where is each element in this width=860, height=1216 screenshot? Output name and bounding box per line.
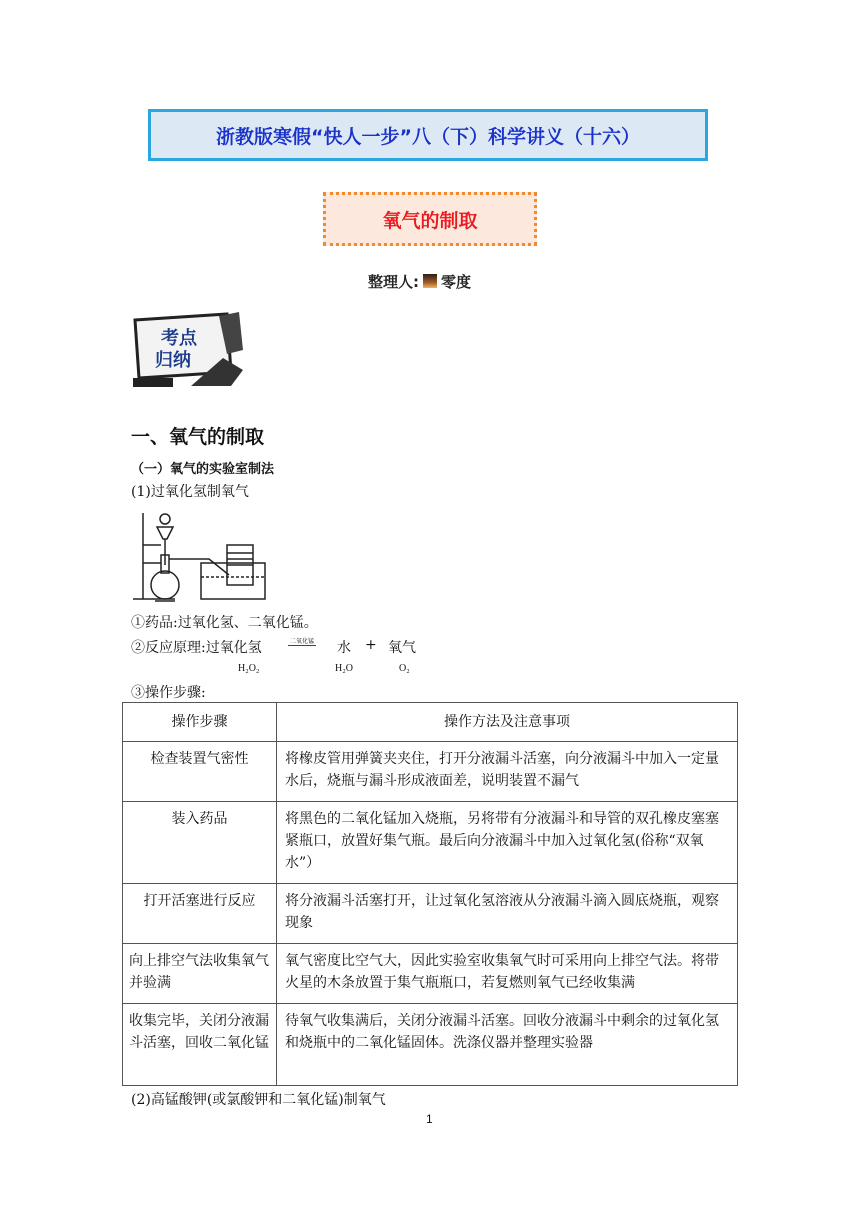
catalyst-condition: 二氧化锰 xyxy=(290,638,315,645)
table-row xyxy=(123,742,738,802)
table-header-method: 操作方法及注意事项 xyxy=(277,703,738,742)
badge-line1: 考点 xyxy=(161,328,197,349)
formula-h2o: H₂O xyxy=(335,663,353,674)
product-oxygen: 氧气 xyxy=(388,640,416,656)
item-1-label: (1)过氧化氢制氧气 xyxy=(131,484,249,500)
steps-label: ③操作步骤: xyxy=(131,685,206,701)
table-header-row xyxy=(123,703,738,742)
step-cell: 检查装置气密性 xyxy=(123,742,277,802)
method-cell: 将橡皮管用弹簧夹夹住，打开分液漏斗活塞，向分液漏斗中加入一定量水后，烧瓶与漏斗形成液面差，说明装置不漏气 xyxy=(277,742,738,802)
method-cell: 将黑色的二氧化锰加入烧瓶，另将带有分液漏斗和导管的双孔橡皮塞塞紧瓶口，放置好集气瓶。最后向分液漏斗中加入过氧化氢(俗称“双氧水”） xyxy=(277,802,738,884)
table-row xyxy=(123,1004,738,1086)
section-subheading: （一）氧气的实验室制法 xyxy=(131,462,275,477)
principle-label: ②反应原理:过氧化氢 xyxy=(131,640,262,656)
table-row xyxy=(123,884,738,944)
table-row xyxy=(123,944,738,1004)
item-2-label: (2)高锰酸钾(或氯酸钾和二氧化锰)制氧气 xyxy=(131,1092,386,1108)
method-cell: 将分液漏斗活塞打开，让过氧化氢溶液从分液漏斗滴入圆底烧瓶，观察现象 xyxy=(277,884,738,944)
key-points-badge xyxy=(131,310,247,390)
method-cell: 氧气密度比空气大，因此实验室收集氧气时可采用向上排空气法。将带火星的木条放置于集气瓶瓶口，若复燃则氧气已经收集满 xyxy=(277,944,738,1004)
page-number: 1 xyxy=(426,1112,433,1126)
step-cell: 收集完毕，关闭分液漏斗活塞，回收二氧化锰 xyxy=(123,1004,277,1086)
badge-line2: 归纳 xyxy=(155,350,191,371)
compiler-line xyxy=(368,270,471,292)
document-title: 浙教版寒假“快人一步”八（下）科学讲义（十六） xyxy=(148,109,708,161)
plus-sign: + xyxy=(365,637,377,653)
hydrogen-peroxide-apparatus-diagram xyxy=(131,505,267,605)
compiler-label: 整理人: xyxy=(368,272,419,291)
section-heading: 一、氧气的制取 xyxy=(131,426,265,448)
table-row xyxy=(123,802,738,884)
method-cell: 待氧气收集满后，关闭分液漏斗活塞。回收分液漏斗中剩余的过氧化氢和烧瓶中的二氧化锰固体。洗涤仪器并整理实验器 xyxy=(277,1004,738,1086)
formula-o2: O₂ xyxy=(399,663,410,674)
reagents-line: ①药品:过氧化氢、二氧化锰。 xyxy=(131,615,318,631)
formula-h2o2: H₂O₂ xyxy=(238,663,260,674)
table-header-step: 操作步骤 xyxy=(123,703,277,742)
topic-title: 氧气的制取 xyxy=(323,192,537,246)
product-water: 水 xyxy=(337,640,351,656)
step-cell: 装入药品 xyxy=(123,802,277,884)
compiler-avatar-icon xyxy=(423,274,437,288)
step-cell: 向上排空气法收集氧气并验满 xyxy=(123,944,277,1004)
procedure-table xyxy=(122,702,738,1086)
compiler-name: 零度 xyxy=(441,272,472,291)
step-cell: 打开活塞进行反应 xyxy=(123,884,277,944)
